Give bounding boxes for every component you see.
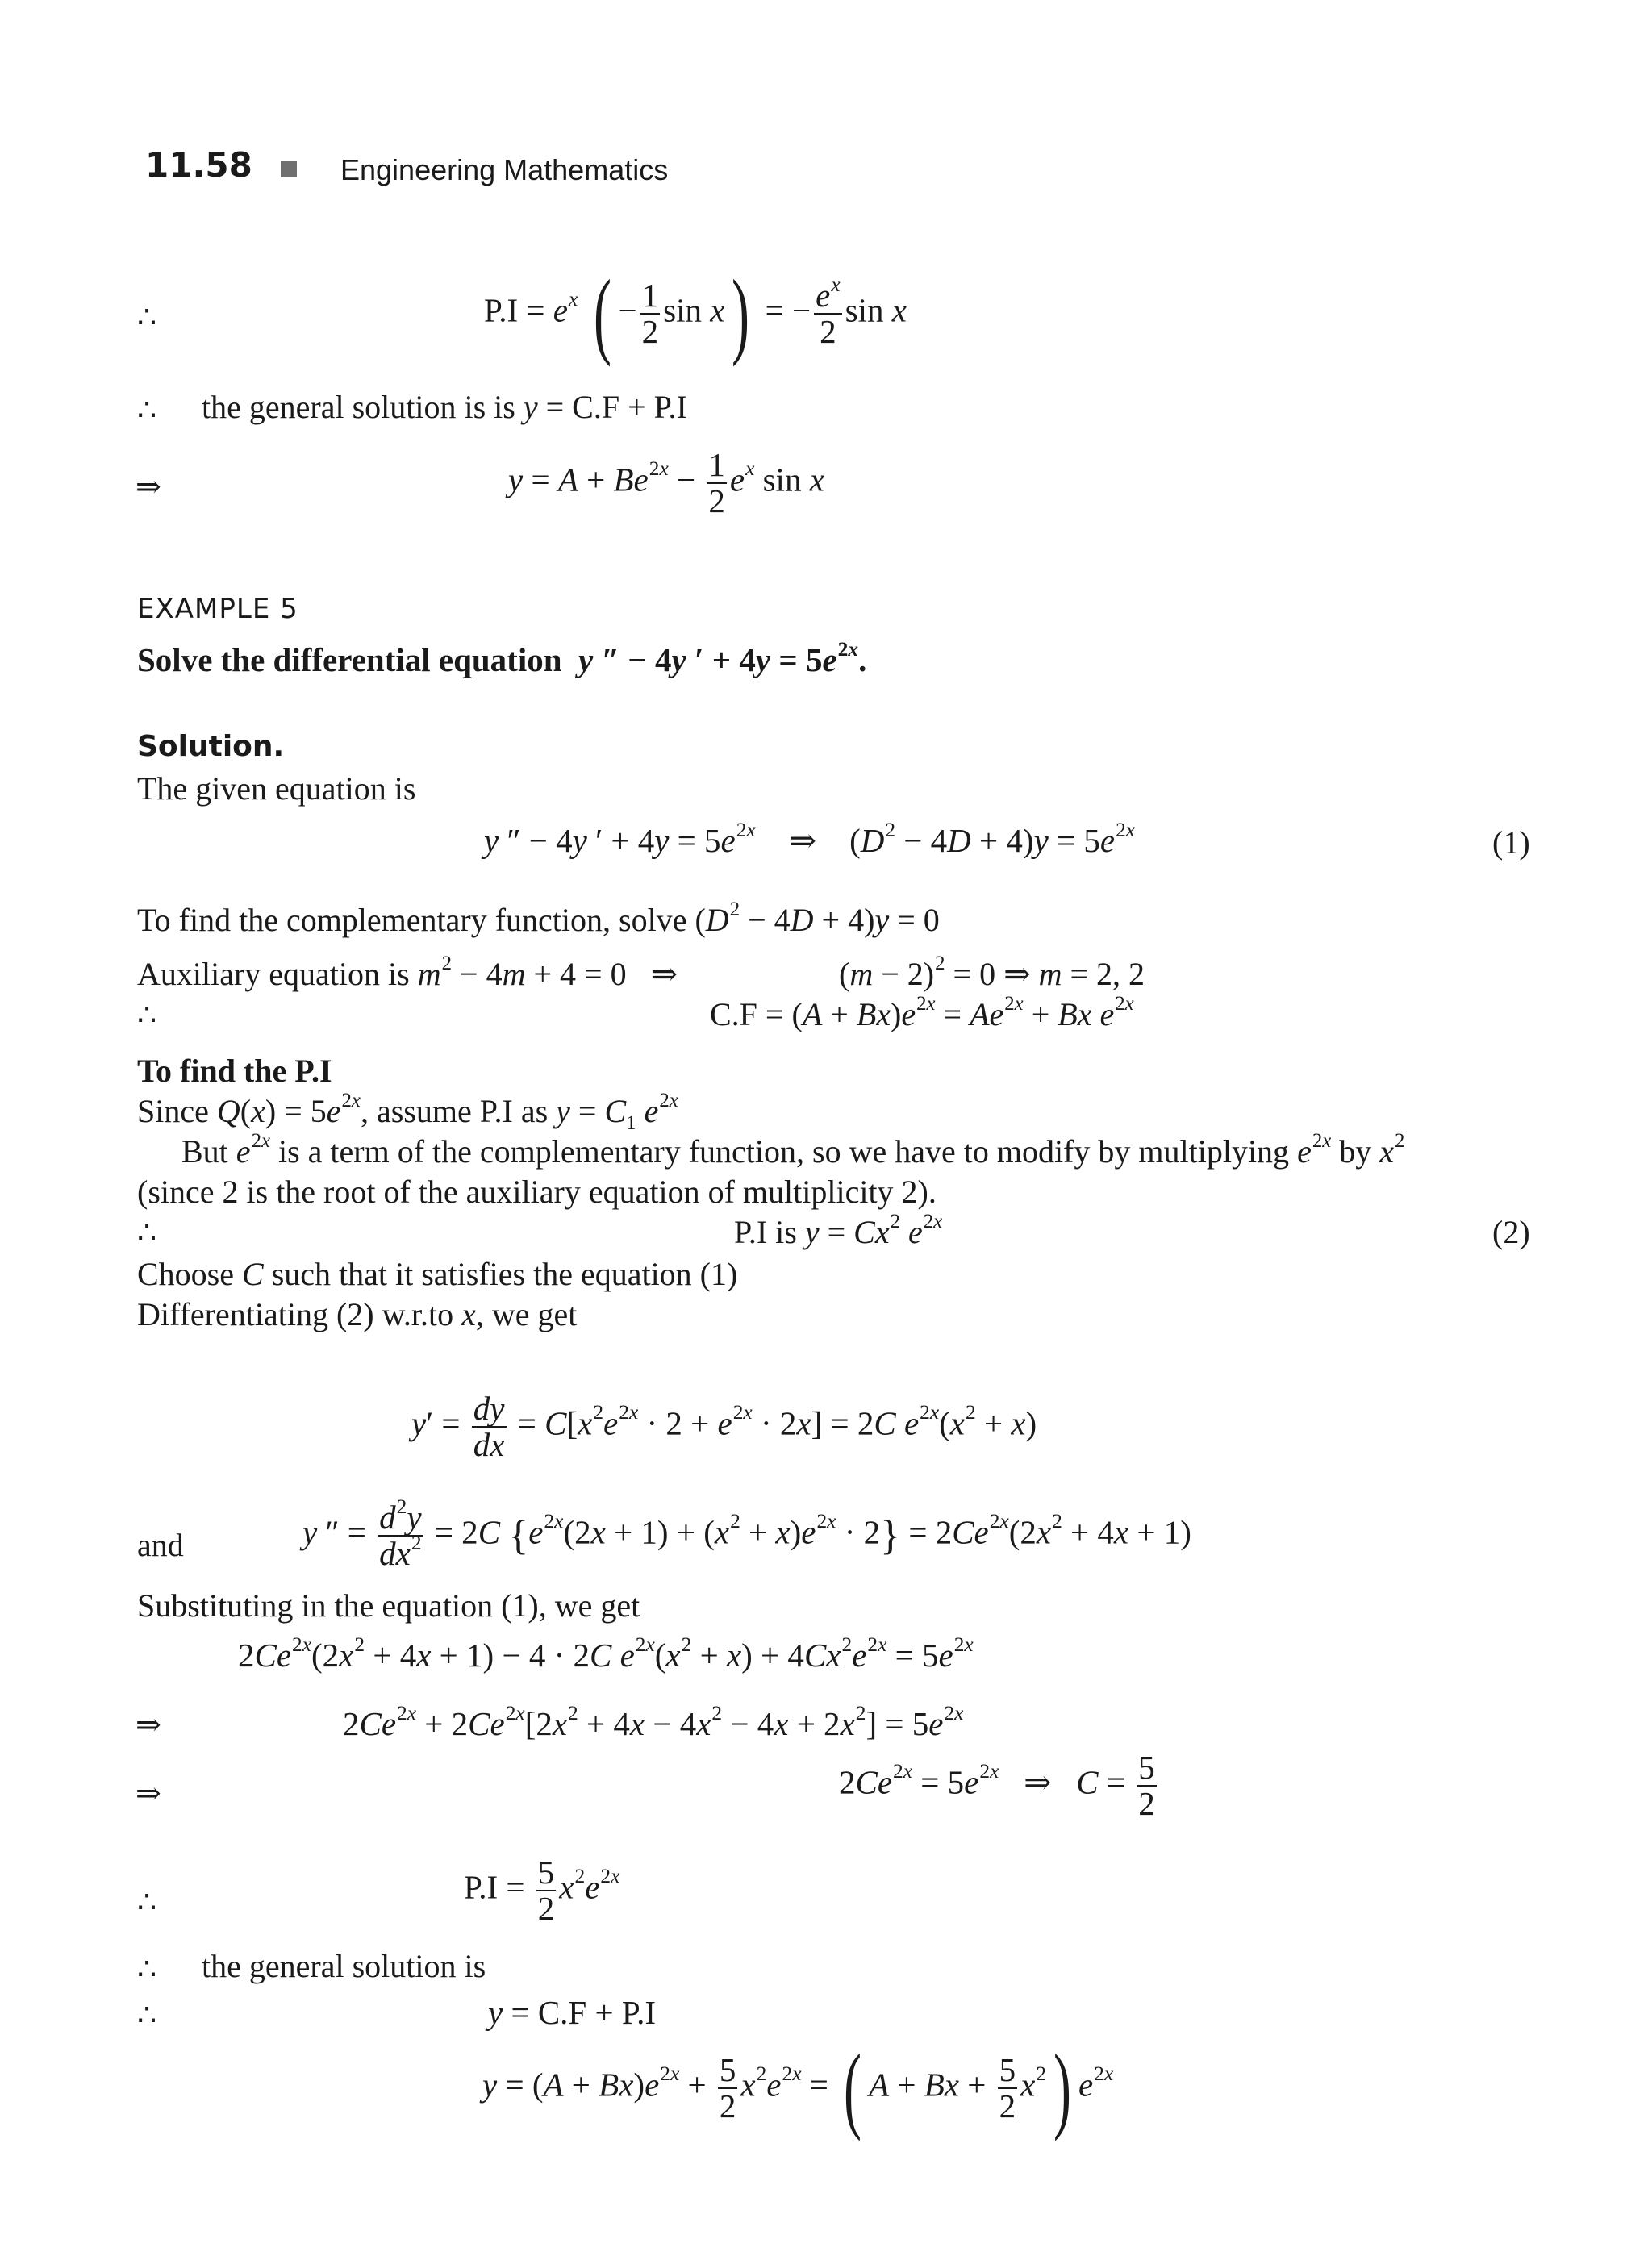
find-pi-heading: To find the P.I xyxy=(137,1053,332,1089)
general-solution-equation-top: $y = A + Be^{2x}$ − $\frac{1}{2}$ $e^x$ sin x xyxy=(508,446,824,520)
second-derivative-equation: y ″ = $\frac{d^2y}{dx^2}$ = 2C $\{e^{2x}(2x + 1) + (x^2 + x)e^{2x} \cdot 2\} = 2Ce^{2x}(2x^2 + 4x + 1)$ xyxy=(302,1495,1191,1573)
c-value-equation: $2Ce^{2x} = 5e^{2x}$ ⇒ C = $\frac{5}{2}$ xyxy=(839,1749,1155,1823)
auxiliary-line: Auxiliary equation is $m^2 - 4m + 4 = 0$ ⇒ xyxy=(137,953,678,992)
general-solution-cf-pi: y = C.F + P.I xyxy=(488,1994,657,2031)
given-equation: y ″ − 4y ′ + $4y = 5e^{2x}$ ⇒ $(D^2 - 4D + 4)y = 5e^{2x}$ xyxy=(484,818,1136,859)
pi-is-line: P.I is $y = Cx^2$ $e^{2x}$ xyxy=(734,1211,943,1250)
choose-line: Choose C such that it satisfies the equation (1) xyxy=(137,1256,738,1292)
final-solution-equation: $y = (A + Bx)e^{2x}$ + $\frac{5}{2}$ $x^2e^{2x}$ = ( A + Bx + $\frac{5}{2}$ $x^2$) $e^{2x}$ xyxy=(482,2034,1114,2141)
therefore-symbol: ∴ xyxy=(137,1953,157,1987)
substituting-text: Substituting in the equation (1), we get xyxy=(137,1587,640,1624)
implies-symbol: ⇒ xyxy=(136,1708,161,1742)
given-equation-text: The given equation is xyxy=(137,770,416,807)
equation-number-1: (1) xyxy=(1492,824,1530,861)
therefore-symbol: ∴ xyxy=(137,1999,157,2033)
choose-text-b: such that it satisfies the equation (1) xyxy=(271,1256,738,1292)
solution-label: Solution. xyxy=(137,730,285,763)
differentiating-line: Differentiating (2) w.r.to x, we get xyxy=(137,1296,578,1332)
therefore-symbol: ∴ xyxy=(137,1886,157,1920)
but-line: But $e^{2x}$ is a term of the complementary function, so we have to modify by multiplying $e^{2x}$ by $x^2$ xyxy=(181,1130,1405,1170)
and-text: and xyxy=(137,1527,184,1563)
header-square-icon xyxy=(281,161,297,177)
since-text: Since xyxy=(137,1093,209,1129)
therefore-symbol: ∴ xyxy=(137,1216,157,1250)
aux-text: Auxiliary equation is xyxy=(137,956,410,992)
example-problem-text: Solve the differential equation xyxy=(137,641,562,678)
equation-number-2: (2) xyxy=(1492,1214,1530,1250)
book-title: Engineering Mathematics xyxy=(340,153,669,186)
choose-text-a: Choose xyxy=(137,1256,234,1292)
pi-is-text: P.I is xyxy=(734,1214,797,1250)
therefore-symbol: ∴ xyxy=(137,394,157,427)
since-line: Since $Q(x) = 5e^{2x}$, assume P.I as $y = C_1$ $e^{2x}$ xyxy=(137,1090,678,1134)
multiplicity-line: (since 2 is the root of the auxiliary equation of multiplicity 2). xyxy=(137,1174,937,1210)
diff-text-a: Differentiating (2) w.r.to xyxy=(137,1296,454,1332)
pi-final-equation: P.I = $\frac{5}{2}$ $x^2e^{2x}$ xyxy=(464,1854,620,1928)
example-problem: Solve the differential equation y ″ − 4y ′ + $4y = 5e^{2x}$. xyxy=(137,637,867,678)
first-derivative-equation: y′ = $\frac{dy}{dx}$ = $C[x^2e^{2x} \cdot 2 + e^{2x} \cdot 2x] = 2C$ $e^{2x}(x^2 + x)$ xyxy=(411,1390,1037,1464)
pi-equation-top: $P.I = e^x$ ( − $\frac{1}{2}$ sin x) = − $\frac{e^x}{2}$ sin x xyxy=(484,260,907,367)
general-solution-text: the general solution is xyxy=(202,389,486,425)
simplified-equation: $2Ce^{2x} + 2Ce^{2x}[2x^2 + 4x - 4x^2 - 4x + 2x^2] = 5e^{2x}$ xyxy=(343,1701,964,1742)
cf-solve-line: To find the complementary function, solve $(D^2 - 4D + 4)y = 0$ xyxy=(137,899,940,938)
but-text: But xyxy=(181,1133,228,1170)
general-solution-line-top: the general solution is is y = C.F + P.I xyxy=(202,389,687,425)
substituted-equation: $2Ce^{2x}(2x^2 + 4x + 1) - 4 \cdot 2C$ $e^{2x}(x^2 + x) + 4Cx^2e^{2x} = 5e^{2x}$ xyxy=(238,1633,974,1674)
by-text: by xyxy=(1339,1133,1372,1170)
auxiliary-roots: $(m - 2)^2 = 0$ ⇒ m = 2, 2 xyxy=(839,953,1145,992)
modify-text: is a term of the complementary function, so we have to modify by multiplying xyxy=(277,1133,1290,1170)
therefore-symbol: ∴ xyxy=(137,301,157,335)
page-number: 11.58 xyxy=(145,145,252,185)
diff-text-b: , we get xyxy=(475,1296,578,1332)
implies-symbol: ⇒ xyxy=(136,470,161,504)
general-solution-text-bottom: the general solution is xyxy=(202,1948,486,1984)
assume-text: , assume P.I as xyxy=(360,1093,549,1129)
implies-symbol: ⇒ xyxy=(136,1777,161,1811)
cf-text: To find the complementary function, solve xyxy=(137,902,687,938)
cf-equation: $C.F = (A + Bx)e^{2x} = Ae^{2x} + Bx$ $e^{2x}$ xyxy=(710,993,1134,1032)
therefore-symbol: ∴ xyxy=(137,999,157,1032)
example-label: EXAMPLE 5 xyxy=(137,593,298,625)
